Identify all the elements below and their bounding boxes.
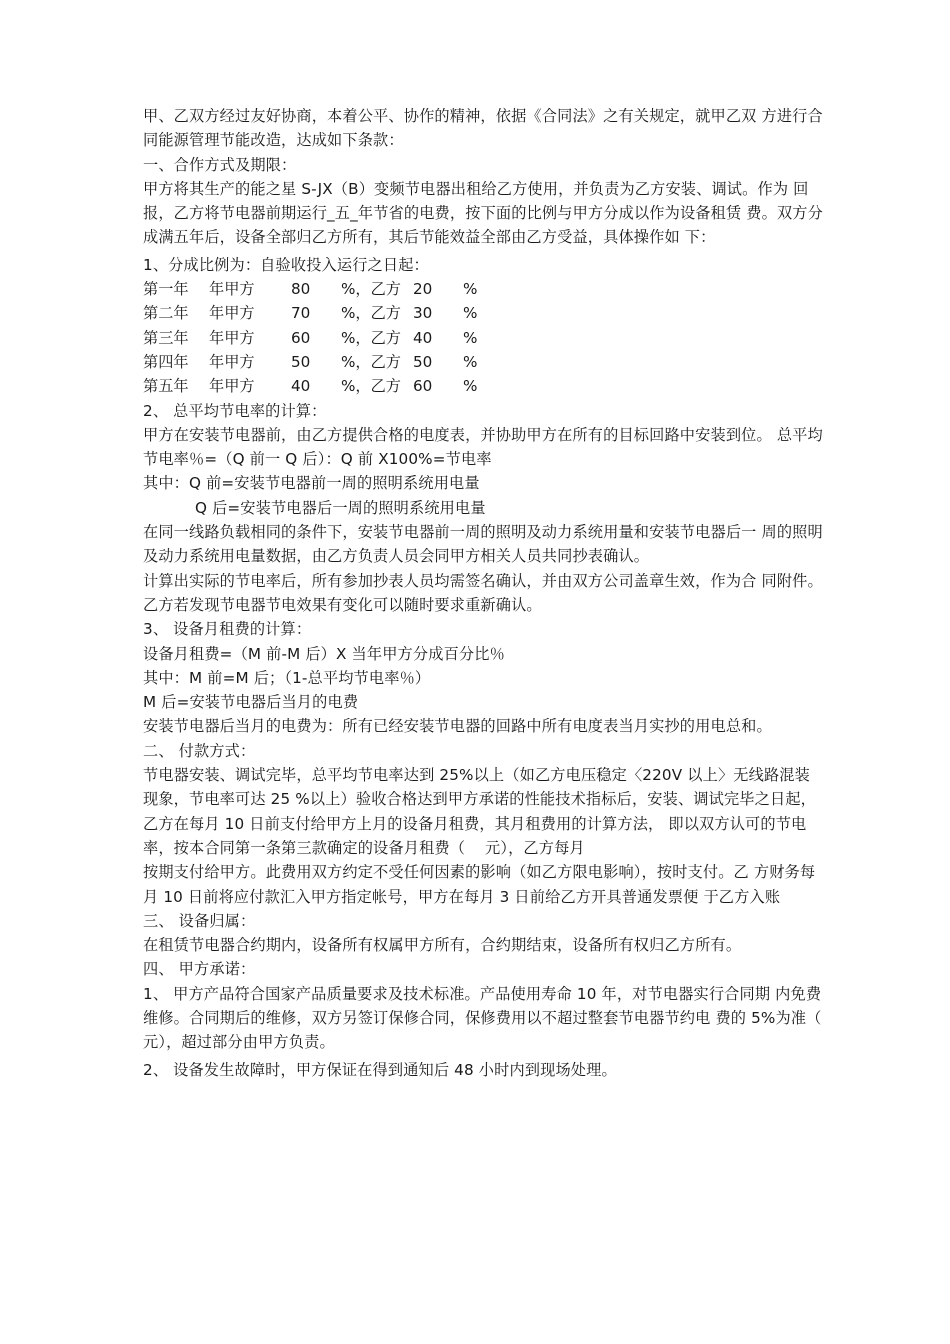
ratio-cell-pct: % bbox=[463, 328, 478, 347]
ratio-cell-pct: % bbox=[463, 280, 478, 299]
ratio-cell-label-a: 年甲方 bbox=[209, 280, 255, 299]
payment-paragraph-2: 按期支付给甲方。此费用双方约定不受任何因素的影响（如乙方限电影响），按时支付。乙 方财务每月 10 日前将应付款汇入甲方指定帐号，甲方在每月 3 日前给乙方开具普通发票便 于乙方入账 bbox=[143, 863, 816, 906]
ratio-cell-year: 第五年 bbox=[143, 377, 189, 396]
m-after-definition: M 后=安装节电器后当月的电费 bbox=[143, 693, 359, 712]
ratio-cell-pct: % bbox=[463, 377, 478, 396]
ratio-cell-label-b: %，乙方 bbox=[341, 280, 401, 299]
ratio-cell-label-a: 年甲方 bbox=[209, 377, 255, 396]
section-1-heading: 一、合作方式及期限： bbox=[143, 155, 297, 174]
ratio-cell-year: 第三年 bbox=[143, 328, 189, 347]
monthly-rent-formula: 设备月租费=（M 前-M 后）X 当年甲方分成百分比％ bbox=[143, 644, 505, 663]
meter-reading-paragraph: 在同一线路负载相同的条件下，安装节电器前一周的照明及动力系统用量和安装节电器后一 周的照明及动力系统用电量数据，由乙方负责人员会同甲方相关人员共同抄表确认。 bbox=[143, 523, 823, 566]
ratio-row bbox=[143, 301, 503, 325]
ratio-cell-b: 60 bbox=[413, 377, 433, 396]
ownership-paragraph: 在租赁节电器合约期内，设备所有权属甲方所有，合约期结束，设备所有权归乙方所有。 bbox=[143, 936, 742, 955]
ratio-cell-a: 40 bbox=[291, 377, 311, 396]
ratio-cell-a: 60 bbox=[291, 328, 311, 347]
ratio-cell-pct: % bbox=[463, 352, 478, 371]
ratio-cell-label-a: 年甲方 bbox=[209, 352, 255, 371]
ratio-row bbox=[143, 374, 503, 398]
ratio-row bbox=[143, 326, 503, 350]
contract-document bbox=[143, 104, 832, 1082]
ratio-cell-label-b: %，乙方 bbox=[341, 304, 401, 323]
section-2-heading: 二、 付款方式： bbox=[143, 741, 256, 760]
monthly-fee-paragraph: 安装节电器后当月的电费为：所有已经安装节电器的回路中所有电度表当月实抄的用电总和。 bbox=[143, 717, 772, 736]
ratio-cell-pct: % bbox=[463, 304, 478, 323]
section-4-heading: 四、 甲方承诺： bbox=[143, 960, 256, 979]
section-3-heading: 三、 设备归属： bbox=[143, 911, 256, 930]
ratio-cell-b: 40 bbox=[413, 328, 433, 347]
ratio-row bbox=[143, 277, 503, 301]
ratio-cell-b: 50 bbox=[413, 352, 433, 371]
ratio-cell-year: 第二年 bbox=[143, 304, 189, 323]
intro-paragraph: 甲、乙双方经过友好协商，本着公平、协作的精神，依据《合同法》之有关规定，就甲乙双 方进行合同能源管理节能改造，达成如下条款： bbox=[143, 107, 823, 150]
ratio-cell-label-b: %，乙方 bbox=[341, 328, 401, 347]
payment-paragraph-1: 节电器安装、调试完毕，总平均节电率达到 25%以上（如乙方电压稳定〈220V 以上〉无线路混装现象，节电率可达 25 %以上）验收合格达到甲方承诺的性能技术指标后，安装、调试完毕之日起，乙方在每月 10 日前支付给甲方上月的设备月租费，其月租费用的计算方法， 即以双方认可的节电率，按本合同第一条第三款确定的设备月租费（ 元），乙方每月 bbox=[143, 766, 816, 857]
commitment-1: 1、 甲方产品符合国家产品质量要求及技术标准。产品使用寿命 10 年，对节电器实行合同期 内免费维修。合同期后的维修，双方另签订保修合同，保修费用以不超过整套节电器节约电 费的 5%为准（ 元），超过部分由甲方负责。 bbox=[143, 984, 832, 1052]
ratio-cell-label-b: %，乙方 bbox=[341, 352, 401, 371]
commitment-2: 2、 设备发生故障时，甲方保证在得到通知后 48 小时内到现场处理。 bbox=[143, 1060, 617, 1079]
ratio-title: 1、分成比例为：自验收投入运行之日起： bbox=[143, 255, 429, 274]
confirmation-paragraph: 计算出实际的节电率后，所有参加抄表人员均需签名确认，并由双方公司盖章生效，作为合 同附件。乙方若发现节电器节电效果有变化可以随时要求重新确认。 bbox=[143, 571, 823, 614]
ratio-cell-b: 30 bbox=[413, 304, 433, 323]
ratio-cell-label-b: %，乙方 bbox=[341, 377, 401, 396]
avg-rate-paragraph: 甲方在安装节电器前，由乙方提供合格的电度表，并协助甲方在所有的目标回路中安装到位。 总平均节电率％=（Q 前一 Q 后）：Q 前 X100%=节电率 bbox=[143, 425, 823, 469]
ratio-cell-b: 20 bbox=[413, 280, 433, 299]
ratio-row bbox=[143, 350, 503, 374]
ratio-cell-a: 70 bbox=[291, 304, 311, 323]
avg-rate-title: 2、 总平均节电率的计算： bbox=[143, 401, 327, 420]
q-before-definition: 其中：Q 前=安装节电器前一周的照明系统用电量 bbox=[143, 474, 480, 493]
ratio-cell-label-a: 年甲方 bbox=[209, 328, 255, 347]
ratio-cell-a: 50 bbox=[291, 352, 311, 371]
ratio-table bbox=[143, 277, 503, 398]
ratio-cell-label-a: 年甲方 bbox=[209, 304, 255, 323]
section-1-paragraph: 甲方将其生产的能之星 S-JX（B）变频节电器出租给乙方使用，并负责为乙方安装、调试。作为 回报，乙方将节电器前期运行_五_年节省的电费，按下面的比例与甲方分成以作为设备租赁 费。双方分成满五年后，设备全部归乙方所有，其后节能效益全部由乙方受益，具体操作如 下： bbox=[143, 179, 823, 247]
ratio-cell-year: 第一年 bbox=[143, 280, 189, 299]
q-after-definition: Q 后=安装节电器后一周的照明系统用电量 bbox=[195, 498, 486, 517]
ratio-cell-year: 第四年 bbox=[143, 352, 189, 371]
m-before-definition: 其中：M 前=M 后；（1-总平均节电率％） bbox=[143, 668, 431, 687]
ratio-cell-a: 80 bbox=[291, 280, 311, 299]
monthly-rent-title: 3、 设备月租费的计算： bbox=[143, 620, 312, 639]
